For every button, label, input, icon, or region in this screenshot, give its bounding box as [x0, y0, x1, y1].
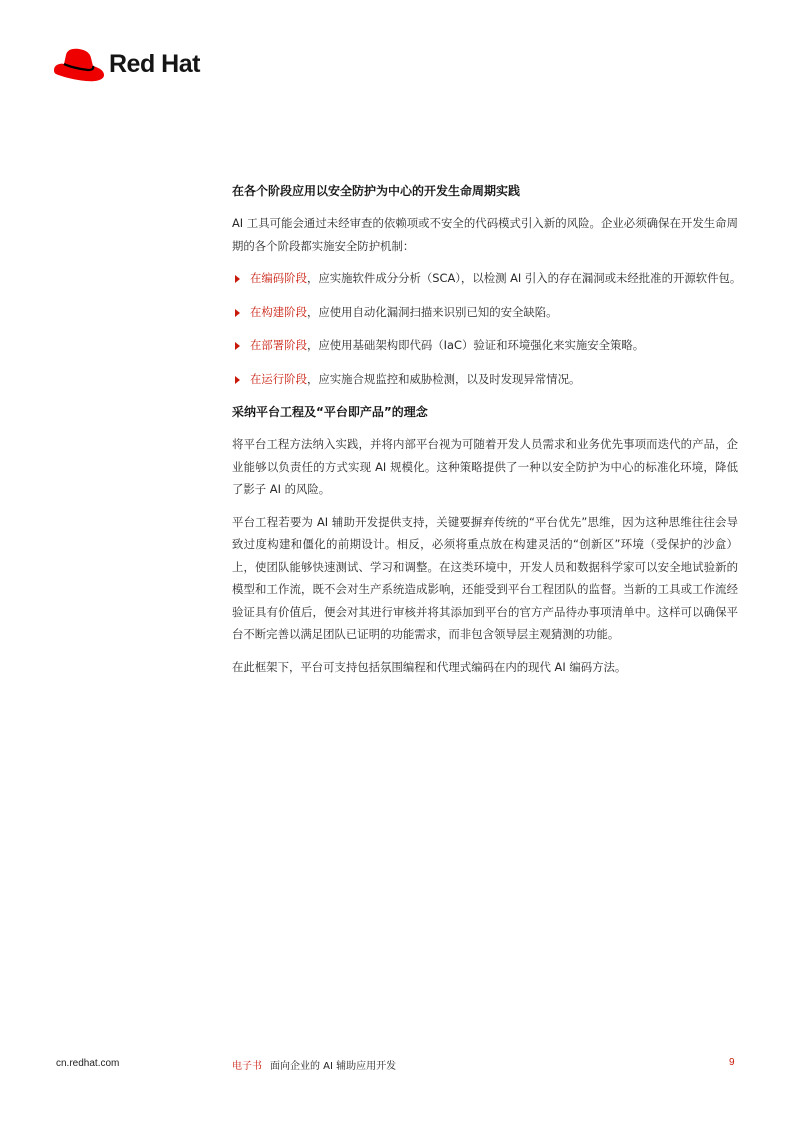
list-item [232, 368, 738, 391]
list-item [232, 267, 742, 290]
footer-website[interactable]: cn.redhat.com [56, 1058, 120, 1069]
paragraph: 将平台工程方法纳入实践，并将内部平台视为可随着开发人员需求和业务优先事项而迭代的产品，企业能够以负责任的方式实现 AI 规模化。这种策略提供了一种以安全防护为中心的标准化环境，降低了影子 AI 的风险。 [232, 437, 738, 496]
list-item [232, 301, 738, 324]
phase-name: 在编码阶段 [250, 271, 307, 285]
phase-list [232, 267, 742, 390]
bullet-triangle-icon [235, 376, 240, 384]
phase-text: ，应实施软件成分分析（SCA），以检测 AI 引入的存在漏洞或未经批准的开源软件包。 [306, 271, 742, 285]
paragraph: 平台工程若要为 AI 辅助开发提供支持，关键要摒弃传统的“平台优先”思维，因为这种思维往往会导致过度构建和僵化的前期设计。相反，必须将重点放在构建灵活的“创新区”环境（受保护的沙盒）上，使团队能够快速测试、学习和调整。在这类环境中，开发人员和数据科学家可以安全地试验新的模型和工作流，既不会对生产系统造成影响，还能受到平台工程团队的监督。当新的工具或工作流经验证具有价值后，便会对其进行审核并将其添加到平台的官方产品待办事项清单中。这样可以确保平台不断完善以满足团队已证明的功能需求，而非包含领导层主观猜测的功能。 [232, 514, 738, 641]
phase-name: 在运行阶段 [250, 371, 307, 386]
list-item [232, 334, 738, 357]
brand-name: Red Hat [109, 50, 200, 78]
footer-doc-title: 面向企业的 AI 辅助应用开发 [270, 1061, 397, 1072]
phase-name: 在构建阶段 [250, 304, 307, 319]
section-intro: AI 工具可能会通过未经审查的依赖项或不安全的代码模式引入新的风险。企业必须确保在开发生命周期的各个阶段都实施安全防护机制： [232, 216, 738, 253]
bullet-triangle-icon [235, 342, 240, 350]
phase-text: ，应使用自动化漏洞扫描来识别已知的安全缺陷。 [306, 304, 558, 319]
phase-text: ，应实施合规监控和威胁检测，以及时发现异常情况。 [306, 371, 581, 386]
phase-name: 在部署阶段 [250, 338, 307, 352]
red-hat-fedora-icon [52, 46, 106, 88]
bullet-triangle-icon [235, 275, 240, 283]
bullet-triangle-icon [235, 309, 240, 317]
section-title-security-lifecycle: 在各个阶段应用以安全防护为中心的开发生命周期实践 [232, 184, 521, 198]
paragraph: 在此框架下，平台可支持包括氛围编程和代理式编码在内的现代 AI 编码方法。 [232, 659, 627, 674]
page-number: 9 [729, 1057, 735, 1068]
main-content [232, 180, 742, 688]
footer-doc-info [232, 1057, 396, 1072]
section-title-platform-engineering: 采纳平台工程及“平台即产品”的理念 [232, 405, 428, 419]
red-hat-logo [52, 46, 222, 90]
phase-text: ，应使用基础架构即代码（IaC）验证和环境强化来实施安全策略。 [306, 338, 645, 352]
footer-doc-type: 电子书 [232, 1061, 262, 1072]
